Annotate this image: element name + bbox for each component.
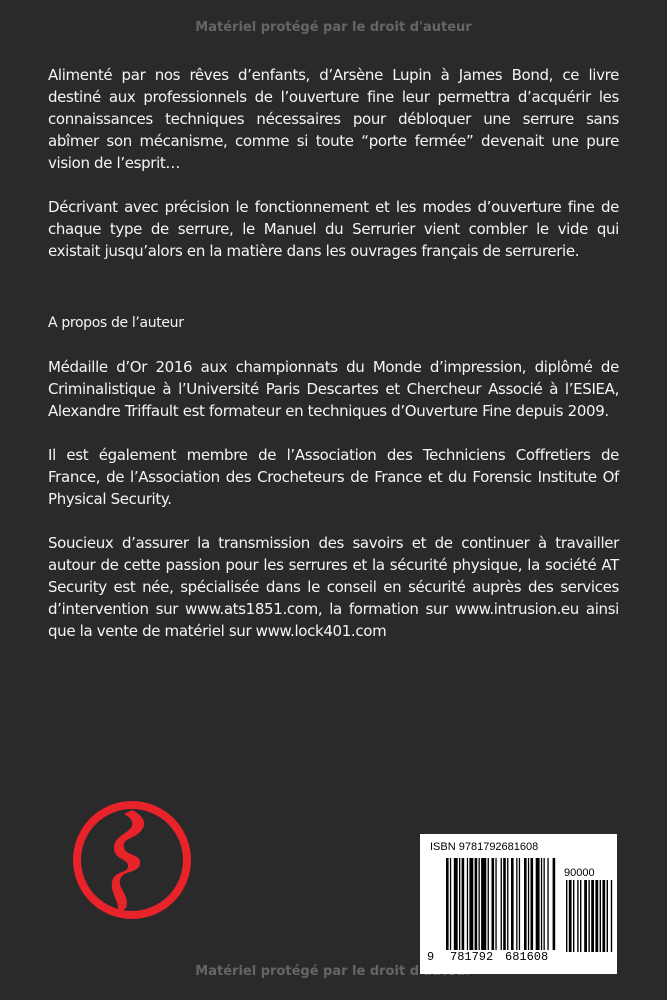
copyright-watermark-bottom: Matériel protégé par le droit d'auteur	[195, 964, 472, 979]
back-cover-text	[48, 64, 619, 642]
author-paragraph-2: Il est également membre de l’Association des Techniciens Coffretiers de France, de l’Association des Crocheteurs de France et du Forensic Institute Of Physical Security.	[48, 446, 619, 508]
barcode-addon-digits: 90000	[564, 867, 595, 879]
copyright-watermark-top: Matériel protégé par le droit d'auteur	[195, 20, 472, 35]
barcode-digits-right: 681608	[505, 950, 549, 964]
isbn-barcode	[420, 834, 617, 974]
isbn-label: ISBN 9781792681608	[430, 841, 539, 853]
barcode-bars-icon	[428, 854, 613, 954]
description-paragraph-1: Alimenté par nos rêves d’enfants, d’Arsène Lupin à James Bond, ce livre destiné aux professionnels de l’ouverture fine leur permettra d’acquérir les connaissances techniques nécessaires pour débloquer une serrure sans abîmer son mécanisme, comme si toute “porte fermée” devenait une pure vision de l’esprit…	[48, 66, 619, 172]
author-paragraph-1: Médaille d’Or 2016 aux championnats du Monde d’impression, diplômé de Criminalistique à l’Université Paris Descartes et Chercheur Associé à l’ESIEA, Alexandre Triffault est formateur en techniques d’Ouverture Fine depuis 2009.	[48, 358, 619, 420]
barcode-digit-first: 9	[427, 950, 435, 964]
author-paragraph-3: Soucieux d’assurer la transmission des savoirs et de continuer à travailler autour de cette passion pour les serrures et la sécurité physique, la société AT Security est née, spécialisée dans le conseil en sécurité auprès des services d’intervention sur www.ats1851.com, la formation sur www.intrusion.eu ainsi que la vente de matériel sur www.lock401.com	[48, 534, 619, 640]
red-circle-lock-pick-logo-icon	[70, 798, 194, 922]
description-paragraph-2: Décrivant avec précision le fonctionnement et les modes d’ouverture fine de chaque type de serrure, le Manuel du Serrurier vient combler le vide qui existait jusqu’alors en la matière dans les ouvrages français de serrurerie.	[48, 198, 619, 260]
author-heading: A propos de l’auteur	[48, 315, 184, 331]
barcode-digits-left: 781792	[450, 950, 494, 964]
